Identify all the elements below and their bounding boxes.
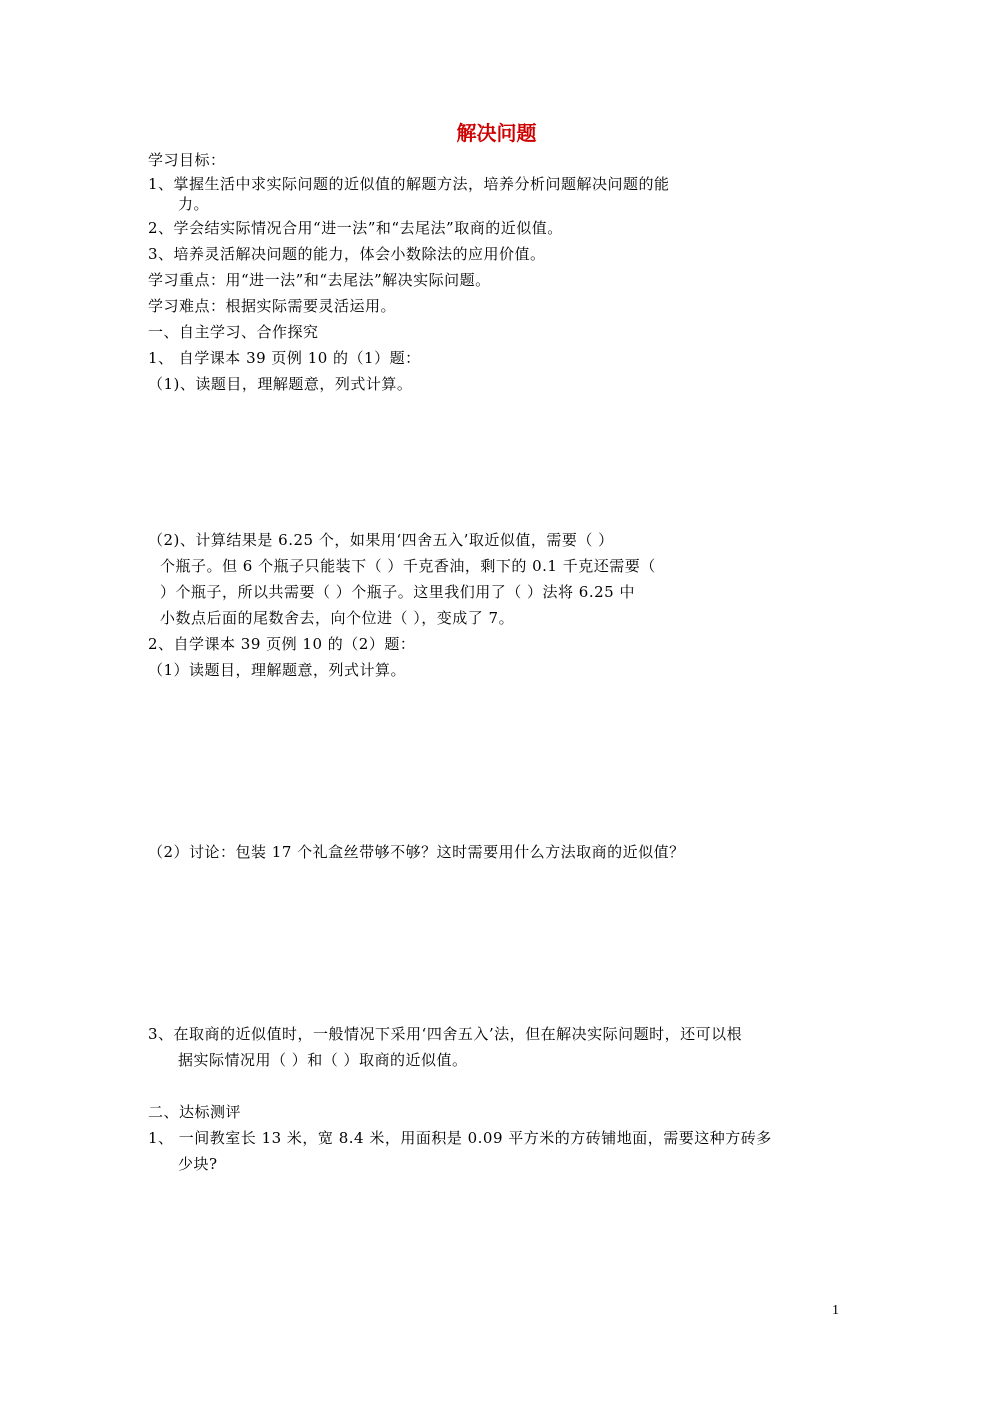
item-1-sub-2-line-4: 小数点后面的尾数舍去，向个位进（ ），变成了 7。	[160, 609, 515, 627]
objectives-heading: 学习目标：	[148, 151, 226, 169]
page-number: 1	[832, 1303, 839, 1318]
key-point: 学习重点：用“进一法”和“去尾法”解决实际问题。	[148, 271, 491, 289]
section-2-heading: 二、达标测评	[148, 1103, 242, 1121]
item-1-sub-2-line-3: ）个瓶子，所以共需要（ ）个瓶子。这里我们用了（ ）法将 6.25 中	[160, 583, 635, 601]
item-2: 2、自学课本 39 页例 10 的（2）题：	[148, 635, 416, 653]
item-3: 3、在取商的近似值时，一般情况下采用‘四舍五入’法，但在解决实际问题时，还可以根	[148, 1025, 743, 1043]
item-2-sub-1: （1）读题目，理解题意，列式计算。	[148, 661, 407, 679]
objective-3: 3、培养灵活解决问题的能力，体会小数除法的应用价值。	[148, 245, 546, 263]
item-1-sub-2: （2)、计算结果是 6.25 个，如果用‘四舍五入’取近似值，需要（ ）	[148, 531, 614, 549]
difficulty: 学习难点：根据实际需要灵活运用。	[148, 297, 397, 315]
test-1-line-2: 少块?	[178, 1155, 218, 1173]
item-2-sub-2: （2）讨论：包装 17 个礼盒丝带够不够？这时需要用什么方法取商的近似值？	[148, 843, 685, 861]
objective-1-cont: 力。	[178, 195, 210, 213]
section-1-heading: 一、自主学习、合作探究	[148, 323, 319, 341]
objective-1: 1、掌握生活中求实际问题的近似值的解题方法，培养分析问题解决问题的能	[148, 175, 670, 193]
item-1-sub-2-line-2: 个瓶子。但 6 个瓶子只能装下（ ）千克香油，剩下的 0.1 千克还需要（	[160, 557, 656, 575]
test-1: 1、 一间教室长 13 米，宽 8.4 米，用面积是 0.09 平方米的方砖铺地面，需要这种方砖多	[148, 1129, 772, 1147]
item-3-line-2: 据实际情况用（ ）和（ ）取商的近似值。	[178, 1051, 468, 1069]
objective-2: 2、学会结实际情况合用“进一法”和“去尾法”取商的近似值。	[148, 219, 563, 237]
page-title: 解决问题	[456, 121, 537, 145]
item-1: 1、 自学课本 39 页例 10 的（1）题：	[148, 349, 421, 367]
item-1-sub-1: （1)、读题目，理解题意，列式计算。	[148, 375, 413, 393]
